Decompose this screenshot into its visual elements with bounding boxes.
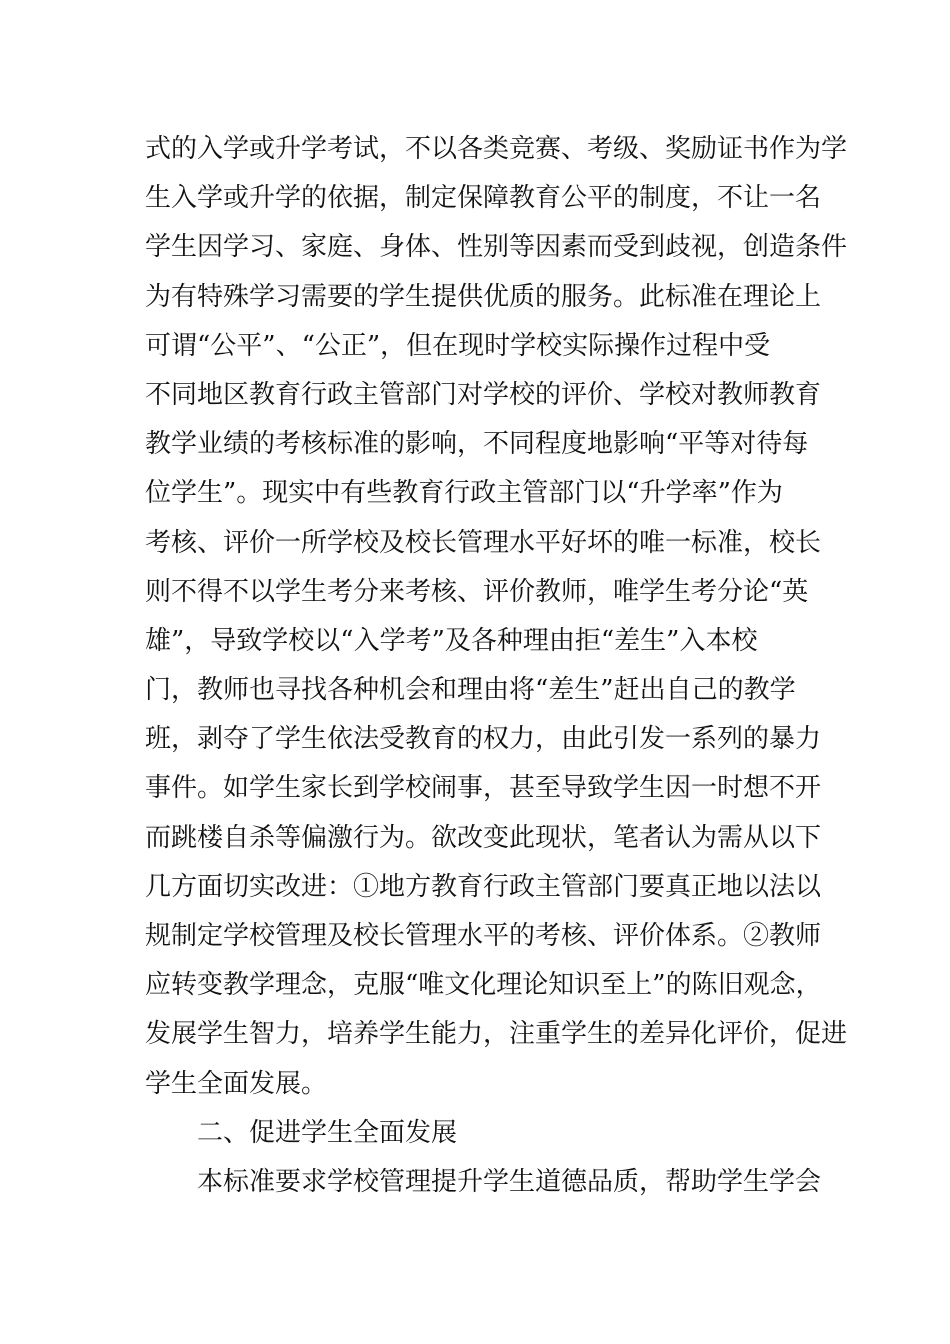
text-line: 生入学或升学的依据，制定保障教育公平的制度，不让一名 xyxy=(145,183,822,214)
text-line: 教学业绩的考核标准的影响，不同程度地影响“平等对待每 xyxy=(145,429,809,460)
text-line: 发展学生智力，培养学生能力，注重学生的差异化评价，促进 xyxy=(145,1019,848,1050)
text-line: 班，剥夺了学生依法受教育的权力，由此引发一系列的暴力 xyxy=(145,724,822,755)
text-line: 不同地区教育行政主管部门对学校的评价、学校对教师教育 xyxy=(145,379,822,410)
text-line: 学生因学习、家庭、身体、性别等因素而受到歧视，创造条件 xyxy=(145,232,848,263)
text-line: 为有特殊学习需要的学生提供优质的服务。此标准在理论上 xyxy=(145,281,822,312)
text-line: 门，教师也寻找各种机会和理由将“差生”赶出自己的教学 xyxy=(145,675,796,706)
text-line: 几方面切实改进：①地方教育行政主管部门要真正地以法以 xyxy=(145,871,822,902)
text-line: 雄”，导致学校以“入学考”及各种理由拒“差生”入本校 xyxy=(145,625,758,656)
section-heading: 二、促进学生全面发展 xyxy=(197,1117,458,1148)
text-line: 式的入学或升学考试，不以各类竞赛、考级、奖励证书作为学 xyxy=(145,134,848,164)
text-line: 学生全面发展。 xyxy=(145,1068,328,1099)
text-line: 事件。如学生家长到学校闹事，甚至导致学生因一时想不开 xyxy=(145,773,822,804)
paragraph-first-line: 本标准要求学校管理提升学生道德品质，帮助学生学会 xyxy=(197,1166,822,1197)
text-line: 考核、评价一所学校及校长管理水平好坏的唯一标准，校长 xyxy=(145,527,822,558)
text-line: 可谓“公平”、“公正”，但在现时学校实际操作过程中受 xyxy=(145,330,771,361)
text-line: 位学生”。现实中有些教育行政主管部门以“升学率”作为 xyxy=(145,478,783,509)
text-line: 应转变教学理念，克服“唯文化理论知识至上”的陈旧观念， xyxy=(145,970,822,1001)
text-line: 而跳楼自杀等偏激行为。欲改变此现状，笔者认为需从以下 xyxy=(145,822,822,853)
body-text xyxy=(145,125,848,1207)
text-line: 则不得不以学生考分来考核、评价教师，唯学生考分论“英 xyxy=(145,576,809,607)
text-line: 规制定学校管理及校长管理水平的考核、评价体系。②教师 xyxy=(145,921,822,951)
